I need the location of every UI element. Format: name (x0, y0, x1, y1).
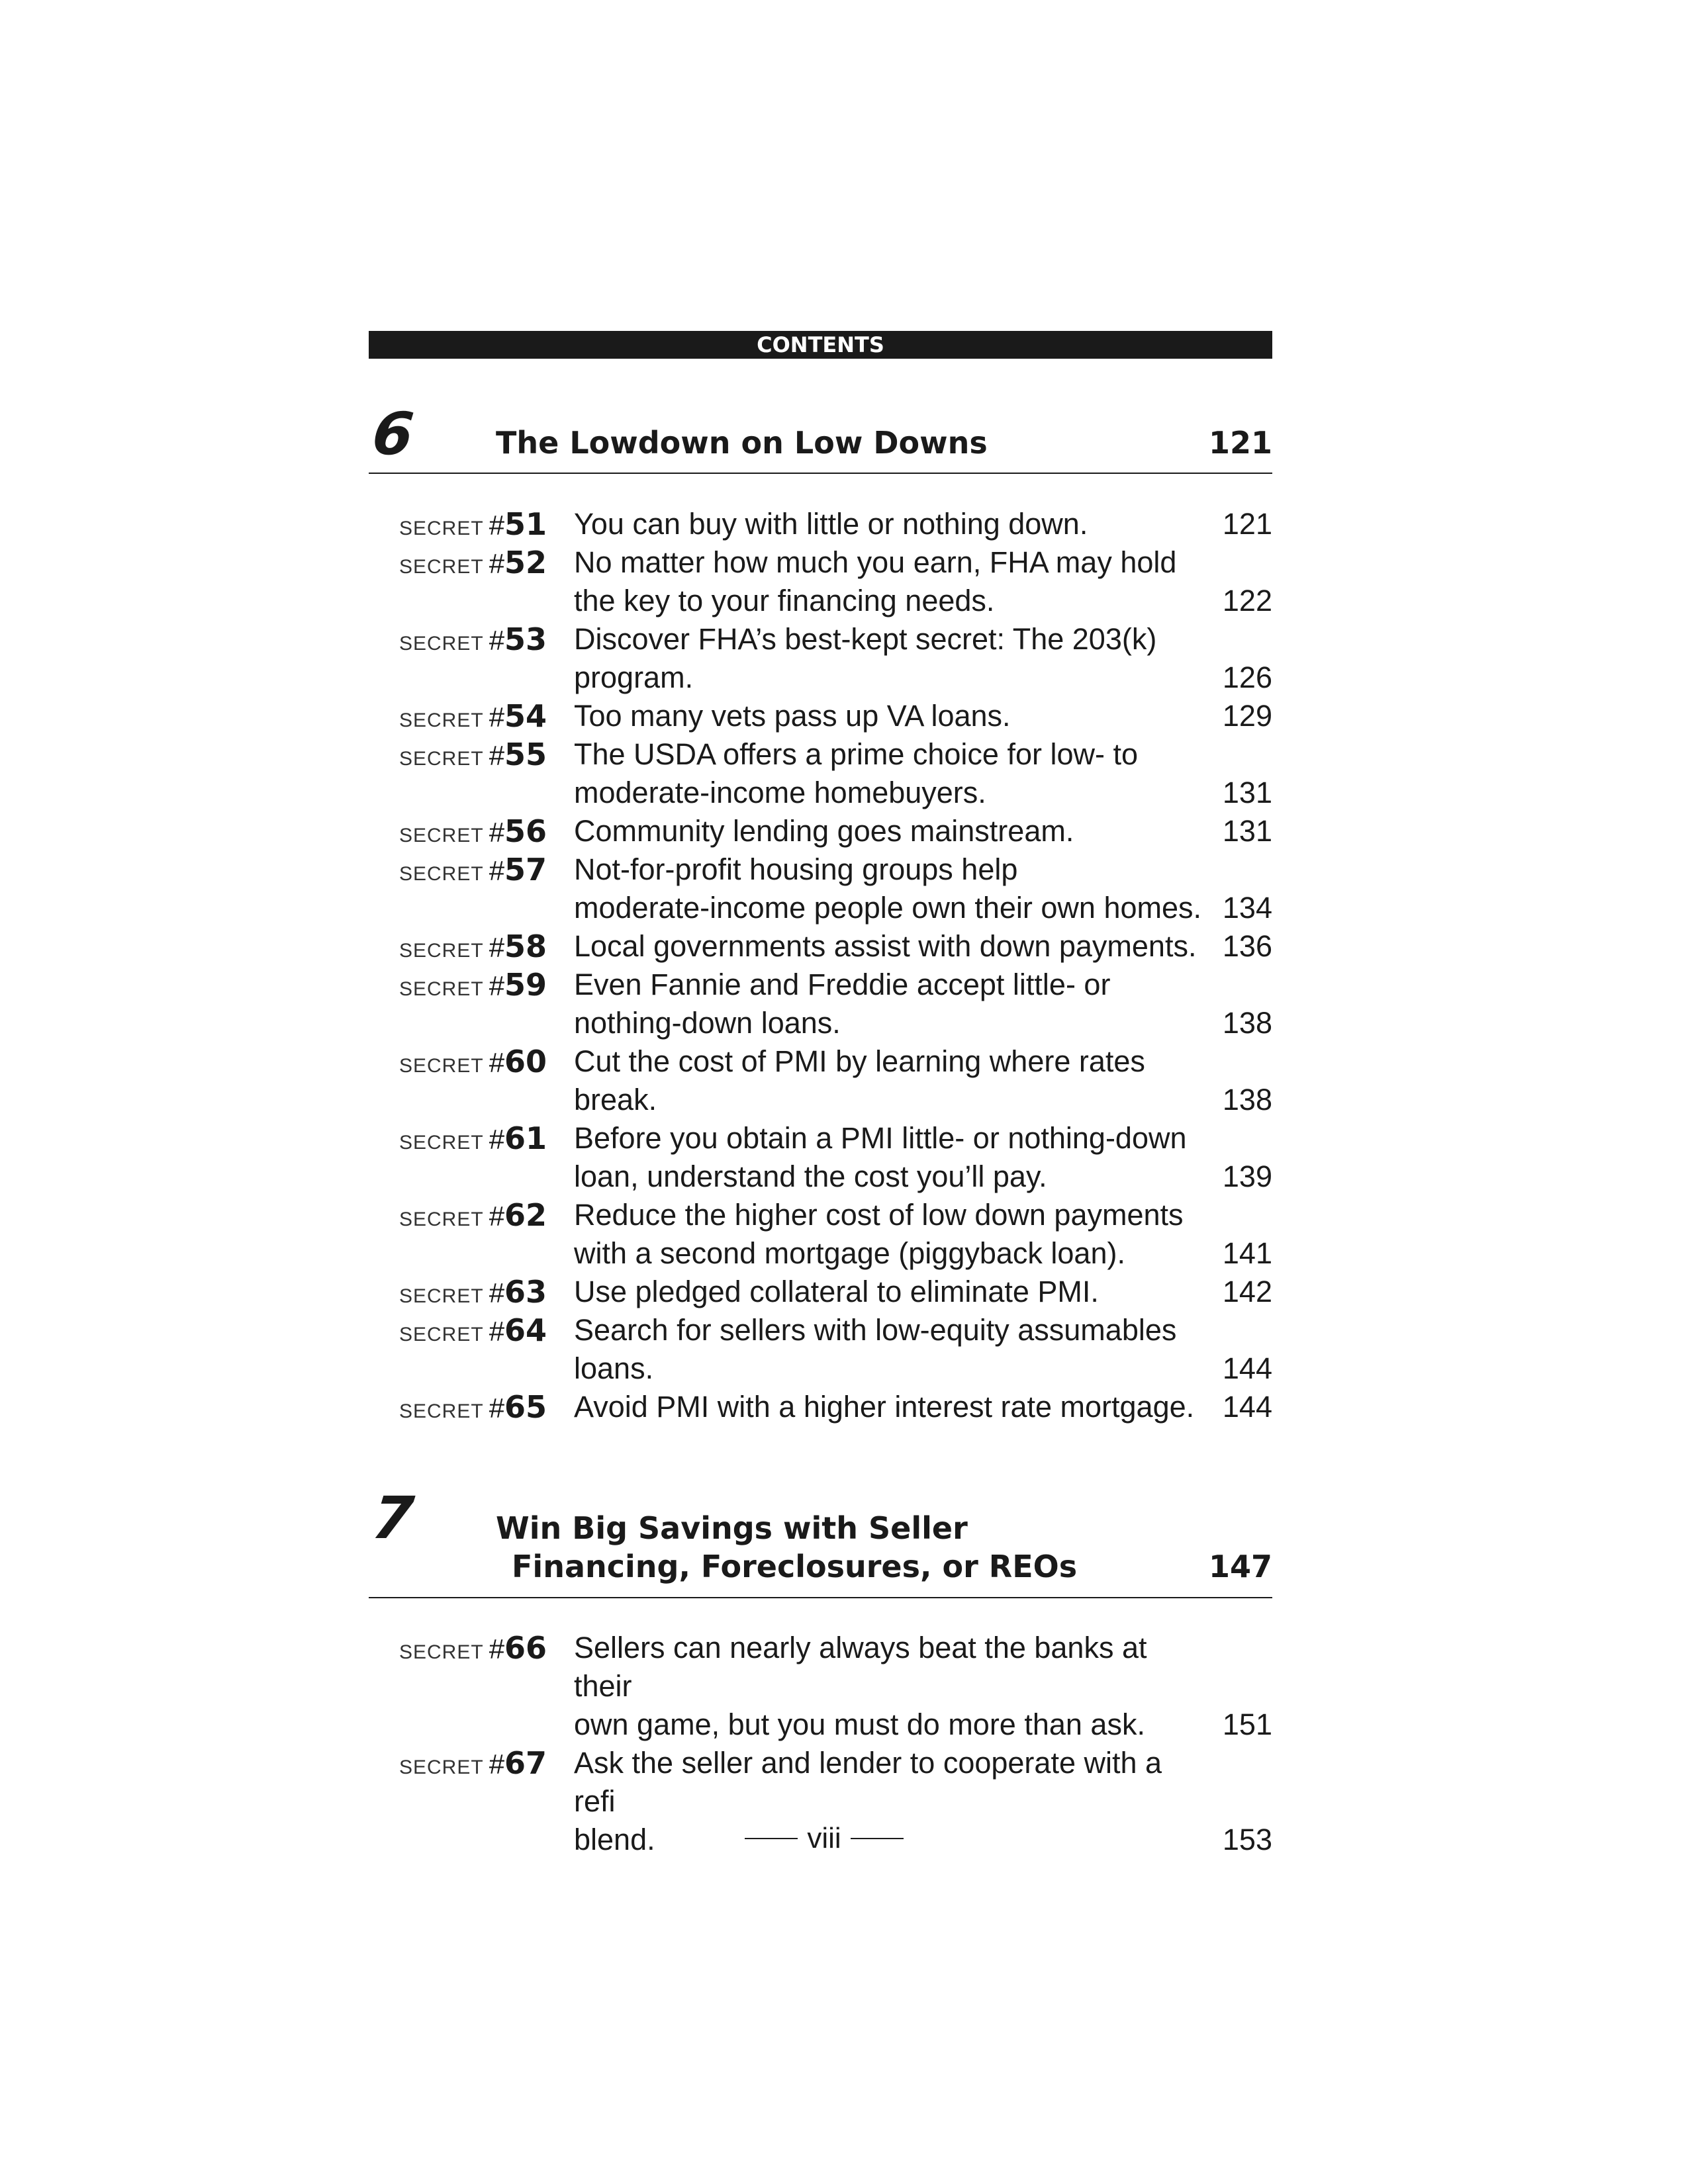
secret-number: 54 (504, 698, 547, 734)
toc-entry[interactable] (369, 697, 1272, 735)
entry-text: You can buy with little or nothing down. (574, 507, 1088, 541)
secret-label: SECRET (399, 556, 484, 578)
chapter-number: 6 (369, 400, 417, 468)
entry-page: 153 (1222, 1823, 1272, 1856)
entry-page: 131 (1222, 814, 1272, 848)
secret-number: 51 (504, 506, 547, 542)
entry-text: Even Fannie and Freddie accept little- or nothing-down loans. (574, 968, 1111, 1040)
secret-tag: SECRET #58 (399, 929, 547, 964)
secret-tag: SECRET #51 (399, 506, 547, 542)
chapter-6-heading (369, 400, 1272, 477)
entry-text: The USDA offers a prime choice for low- to moderate-income homebuyers. (574, 737, 1139, 809)
chapter-6-entries (369, 505, 1272, 1426)
secret-label: SECRET (399, 709, 484, 731)
chapter-title-line: Financing, Foreclosures, or REOs (512, 1549, 1078, 1584)
secret-number: 59 (504, 967, 547, 1003)
toc-entry[interactable] (369, 505, 1272, 543)
secret-label: SECRET (399, 1400, 484, 1422)
secret-tag: SECRET #56 (399, 813, 547, 849)
entry-text: Before you obtain a PMI little- or nothing-down loan, understand the cost you’ll pay. (574, 1121, 1187, 1193)
secret-label: SECRET (399, 1756, 484, 1778)
secret-label: SECRET (399, 1132, 484, 1154)
chapter-title (496, 424, 988, 462)
entry-page: 136 (1222, 929, 1272, 963)
chapter-page-number: 147 (1208, 1549, 1272, 1584)
entry-text: Sellers can nearly always beat the banks at their own game, but you must do more than ask. (574, 1631, 1147, 1741)
secret-tag: SECRET #60 (399, 1044, 547, 1079)
toc-entry[interactable] (369, 620, 1272, 697)
entry-page: 126 (1222, 660, 1272, 694)
secret-number: 66 (504, 1630, 547, 1666)
chapter-title (496, 1509, 1077, 1586)
chapter-title-line: The Lowdown on Low Downs (496, 425, 988, 461)
entry-page: 138 (1222, 1083, 1272, 1116)
entry-text: Discover FHA’s best-kept secret: The 203(k) program. (574, 622, 1157, 694)
secret-label: SECRET (399, 940, 484, 962)
toc-entry[interactable] (369, 1388, 1272, 1426)
page-footer (745, 1819, 904, 1858)
entry-page: 142 (1222, 1275, 1272, 1308)
entry-page: 131 (1222, 776, 1272, 809)
entry-text: Too many vets pass up VA loans. (574, 699, 1011, 733)
entry-page: 144 (1222, 1351, 1272, 1385)
entry-page: 138 (1222, 1006, 1272, 1040)
secret-number: 58 (504, 929, 547, 964)
toc-entry[interactable] (369, 850, 1272, 927)
secret-tag: SECRET #59 (399, 967, 547, 1003)
secret-number: 61 (504, 1120, 547, 1156)
footer-dash-left (745, 1838, 798, 1839)
toc-entry[interactable] (369, 1311, 1272, 1388)
secret-tag: SECRET #62 (399, 1197, 547, 1233)
secret-label: SECRET (399, 978, 484, 1000)
secret-label: SECRET (399, 863, 484, 885)
footer-dash-right (851, 1838, 904, 1839)
toc-entry[interactable] (369, 966, 1272, 1042)
entry-text: Cut the cost of PMI by learning where rates break. (574, 1044, 1145, 1116)
secret-label: SECRET (399, 1055, 484, 1077)
secret-number: 56 (504, 813, 547, 849)
toc-entry[interactable] (369, 1273, 1272, 1311)
chapter-title-line: Win Big Savings with Seller (496, 1510, 968, 1546)
secret-tag: SECRET #61 (399, 1120, 547, 1156)
secret-number: 60 (504, 1044, 547, 1079)
secret-number: 52 (504, 545, 547, 580)
entry-page: 122 (1222, 584, 1272, 617)
toc-entry[interactable] (369, 927, 1272, 966)
toc-entry[interactable] (369, 1196, 1272, 1273)
secret-tag: SECRET #64 (399, 1312, 547, 1348)
secret-tag: SECRET #63 (399, 1274, 547, 1310)
secret-number: 53 (504, 621, 547, 657)
entry-page: 141 (1222, 1236, 1272, 1270)
contents-header: CONTENTS (369, 331, 1272, 359)
secret-label: SECRET (399, 1324, 484, 1345)
entry-text: Reduce the higher cost of low down payments with a second mortgage (piggyback loan). (574, 1198, 1184, 1270)
secret-label: SECRET (399, 1208, 484, 1230)
entry-page: 151 (1222, 1707, 1272, 1741)
entry-text: Search for sellers with low-equity assumables loans. (574, 1313, 1177, 1385)
secret-number: 67 (504, 1745, 547, 1781)
toc-entry[interactable] (369, 735, 1272, 812)
entry-page: 144 (1222, 1390, 1272, 1424)
secret-label: SECRET (399, 1285, 484, 1307)
secret-tag: SECRET #57 (399, 852, 547, 887)
chapter-number: 7 (369, 1484, 417, 1552)
secret-tag: SECRET #65 (399, 1389, 547, 1425)
chapter-rule (369, 1597, 1272, 1598)
secret-number: 63 (504, 1274, 547, 1310)
entry-page: 121 (1222, 507, 1272, 541)
secret-number: 55 (504, 737, 547, 772)
toc-entry[interactable] (369, 543, 1272, 620)
secret-label: SECRET (399, 633, 484, 655)
secret-tag: SECRET #55 (399, 737, 547, 772)
chapter-rule (369, 473, 1272, 474)
toc-entry[interactable] (369, 812, 1272, 850)
secret-number: 57 (504, 852, 547, 887)
entry-text: No matter how much you earn, FHA may hold the key to your financing needs. (574, 545, 1177, 617)
chapter-page-number: 121 (1208, 425, 1272, 461)
chapter-7-heading (369, 1484, 1272, 1608)
secret-label: SECRET (399, 825, 484, 846)
entry-text: Not-for-profit housing groups help moderate-income people own their own homes. (574, 852, 1202, 925)
toc-entry[interactable] (369, 1629, 1272, 1744)
page-number: viii (807, 1822, 841, 1854)
secret-number: 64 (504, 1312, 547, 1348)
entry-text: Local governments assist with down payments. (574, 929, 1197, 963)
entry-text: Use pledged collateral to eliminate PMI. (574, 1275, 1099, 1308)
toc-entry[interactable] (369, 1042, 1272, 1119)
secret-tag: SECRET #53 (399, 621, 547, 657)
secret-number: 65 (504, 1389, 547, 1425)
secret-label: SECRET (399, 748, 484, 770)
secret-label: SECRET (399, 1641, 484, 1663)
toc-entry[interactable] (369, 1119, 1272, 1196)
entry-page: 129 (1222, 699, 1272, 733)
secret-tag: SECRET #54 (399, 698, 547, 734)
secret-number: 62 (504, 1197, 547, 1233)
secret-label: SECRET (399, 518, 484, 539)
secret-tag: SECRET #66 (399, 1630, 547, 1666)
entry-text: Ask the seller and lender to cooperate with a refi blend. (574, 1746, 1162, 1856)
entry-text: Avoid PMI with a higher interest rate mortgage. (574, 1390, 1195, 1424)
entry-text: Community lending goes mainstream. (574, 814, 1074, 848)
secret-tag: SECRET #52 (399, 545, 547, 580)
secret-tag: SECRET #67 (399, 1745, 547, 1781)
entry-page: 139 (1222, 1160, 1272, 1193)
entry-page: 134 (1222, 891, 1272, 925)
